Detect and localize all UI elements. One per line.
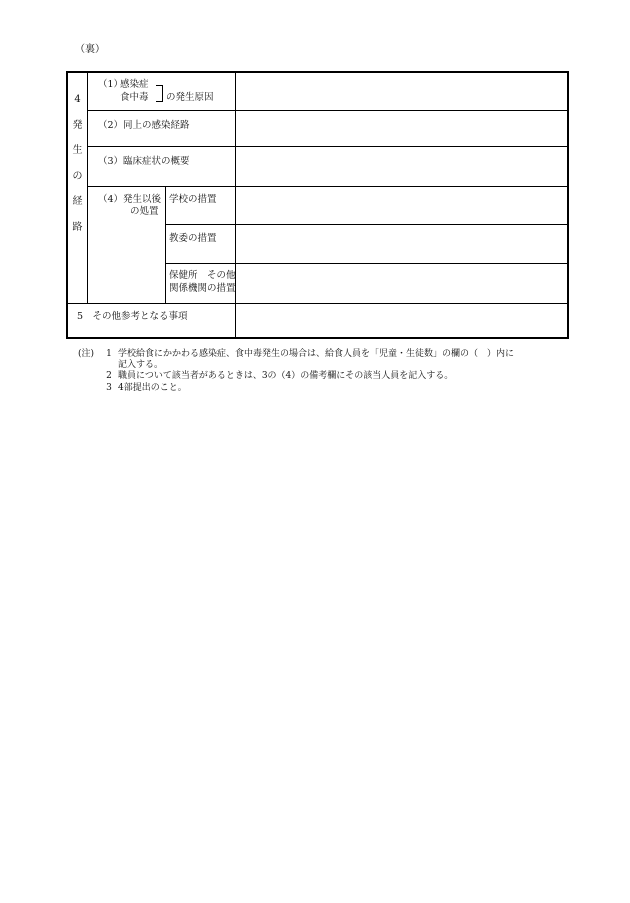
item1-entry-field[interactable] bbox=[236, 73, 569, 110]
item3-label: （3）臨床症状の概要 bbox=[98, 156, 190, 167]
item4-other-measures-line2: 関係機関の措置 bbox=[169, 283, 236, 294]
note-number: 2 bbox=[106, 371, 112, 382]
item4-school-entry-field[interactable] bbox=[236, 187, 569, 224]
col-divider-subitem bbox=[165, 186, 166, 303]
section4-char-2: 生 bbox=[72, 145, 83, 156]
section4-char-1: 発 bbox=[72, 119, 83, 131]
item1-infectious-disease: 感染症 bbox=[120, 79, 149, 90]
note-number: 1 bbox=[106, 349, 112, 359]
note-text: 4部提出のこと。 bbox=[118, 382, 187, 393]
note-number: 3 bbox=[106, 382, 112, 393]
section4-char-3: の bbox=[72, 170, 83, 182]
item1-number: （1） bbox=[98, 79, 124, 90]
note-2 bbox=[78, 371, 514, 382]
section4-vertical-label bbox=[68, 87, 87, 240]
item4-label-line2: の処置 bbox=[130, 206, 159, 217]
item4-school-measures: 学校の措置 bbox=[169, 194, 217, 205]
section4-char-5: 路 bbox=[72, 221, 83, 233]
page-side-mark: （裏） bbox=[75, 44, 105, 55]
note-tag: (注) bbox=[78, 349, 95, 359]
note-text: 職員について該当者があるときは、3の（4）の備考欄にその該当人員を記入する。 bbox=[118, 371, 454, 382]
item1-bracket bbox=[156, 85, 163, 102]
item4-board-measures: 教委の措置 bbox=[169, 233, 217, 244]
item3-entry-field[interactable] bbox=[236, 147, 569, 186]
item4-other-measures-line1: 保健所 その他 bbox=[169, 270, 236, 281]
section5-label: 5 その他参考となる事項 bbox=[77, 311, 188, 322]
note-3 bbox=[78, 383, 514, 394]
col-divider-section-label bbox=[87, 73, 88, 303]
section4-number: 4 bbox=[74, 94, 81, 105]
section5-entry-field[interactable] bbox=[236, 304, 569, 337]
footnotes bbox=[78, 349, 514, 394]
item4-other-entry-field[interactable] bbox=[236, 264, 569, 303]
item4-board-entry-field[interactable] bbox=[236, 225, 569, 263]
item1-cause-label: の発生原因 bbox=[166, 92, 214, 103]
item4-label-line1: （4）発生以後 bbox=[98, 194, 162, 205]
item1-food-poisoning: 食中毒 bbox=[120, 92, 149, 103]
report-form-table bbox=[66, 71, 569, 339]
section4-char-4: 経 bbox=[72, 196, 83, 207]
note-1-continuation: 記入する。 bbox=[118, 360, 164, 371]
item2-entry-field[interactable] bbox=[236, 111, 569, 146]
note-text: 学校給食にかかわる感染症、食中毒発生の場合は、給食人員を「児童・生徒数」の欄の（ ）内に bbox=[118, 349, 515, 359]
note-1 bbox=[78, 349, 514, 360]
item2-label: （2）同上の感染経路 bbox=[98, 120, 190, 131]
